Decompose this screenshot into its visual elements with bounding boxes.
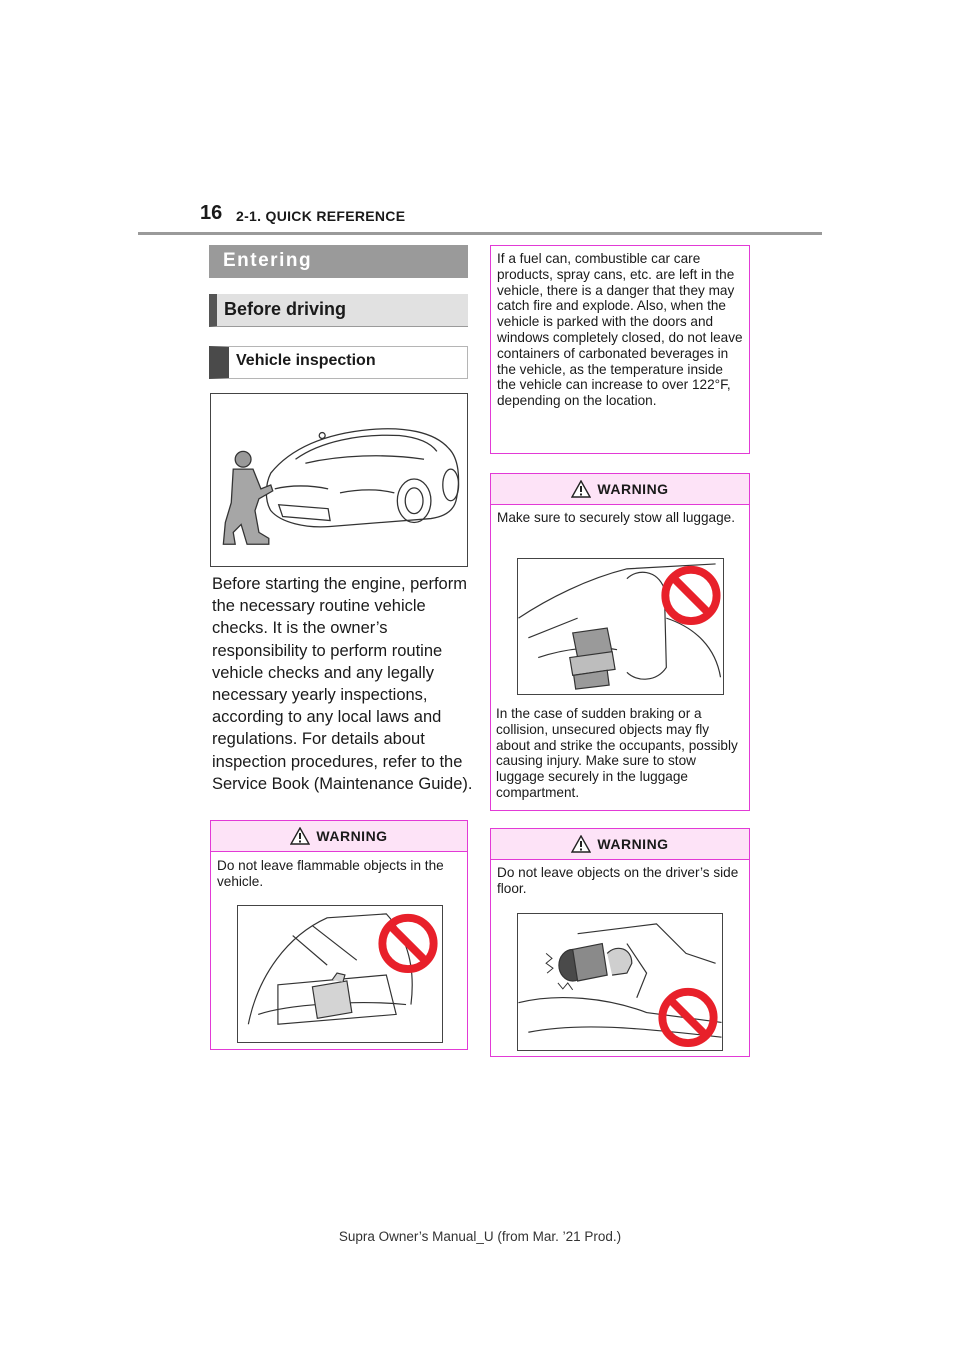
warning-text-luggage: Make sure to securely stow all luggage.	[497, 510, 736, 525]
warning-box-luggage	[490, 473, 750, 811]
warning-box-floor	[490, 828, 750, 1057]
luggage-seat-illustration	[517, 558, 724, 695]
heading-entering: Entering	[209, 245, 468, 278]
section-header: 2-1. QUICK REFERENCE	[236, 208, 406, 224]
warning-triangle-icon	[571, 480, 591, 498]
caution-text-fuel-can: If a fuel can, combustible car care products, spray cans, etc. are left in the vehicle, there is a danger that they may catch fire and explode. Also, when the vehicle is parked with the doors and windows completely closed, do not leave containers of carbonated beverages in the vehicle, as the temperature inside the vehicle can increase to over 122°F, depending on the location.	[497, 251, 743, 409]
page-number: 16	[200, 202, 223, 224]
caution-box-continued	[490, 245, 750, 454]
body-paragraph: Before starting the engine, perform the necessary routine vehicle checks. It is the owner’s responsibility to perform routine vehicle checks and any legally necessary yearly inspections, according to any local laws and regulations. For details about inspection procedures, refer to the Service Book (Maintenance Guide).	[212, 575, 473, 793]
car-inspection-drawing	[211, 394, 467, 566]
prohibition-icon	[382, 918, 433, 969]
driver-floor-illustration	[517, 913, 723, 1051]
header-rule	[138, 232, 822, 235]
heading-before-driving: Before driving	[209, 294, 468, 327]
trunk-fuel-can-illustration	[237, 905, 443, 1043]
warning-header	[491, 474, 749, 505]
warning-header	[211, 821, 467, 852]
vehicle-inspection-illustration	[210, 393, 468, 567]
warning-triangle-icon	[290, 827, 310, 845]
heading-vehicle-inspection: Vehicle inspection	[209, 346, 468, 379]
footer: Supra Owner’s Manual_U (from Mar. ’21 Prod.)	[338, 1229, 622, 1244]
warning-label: WARNING	[316, 828, 388, 844]
warning-box-flammable	[210, 820, 468, 1050]
warning-label: WARNING	[597, 481, 669, 497]
warning-text-floor: Do not leave objects on the driver’s side floor.	[497, 865, 739, 896]
warning-label: WARNING	[597, 836, 669, 852]
prohibition-icon	[665, 570, 716, 621]
warning-triangle-icon	[571, 835, 591, 853]
warning-text-luggage-detail: In the case of sudden braking or a collision, unsecured objects may fly about and strike the occupants, possibly causing injury. Make sure to stow luggage securely in the luggage compartment.	[496, 706, 738, 800]
warning-text-flammable: Do not leave flammable objects in the vehicle.	[217, 858, 444, 889]
warning-header	[491, 829, 749, 860]
prohibition-icon	[662, 992, 713, 1043]
